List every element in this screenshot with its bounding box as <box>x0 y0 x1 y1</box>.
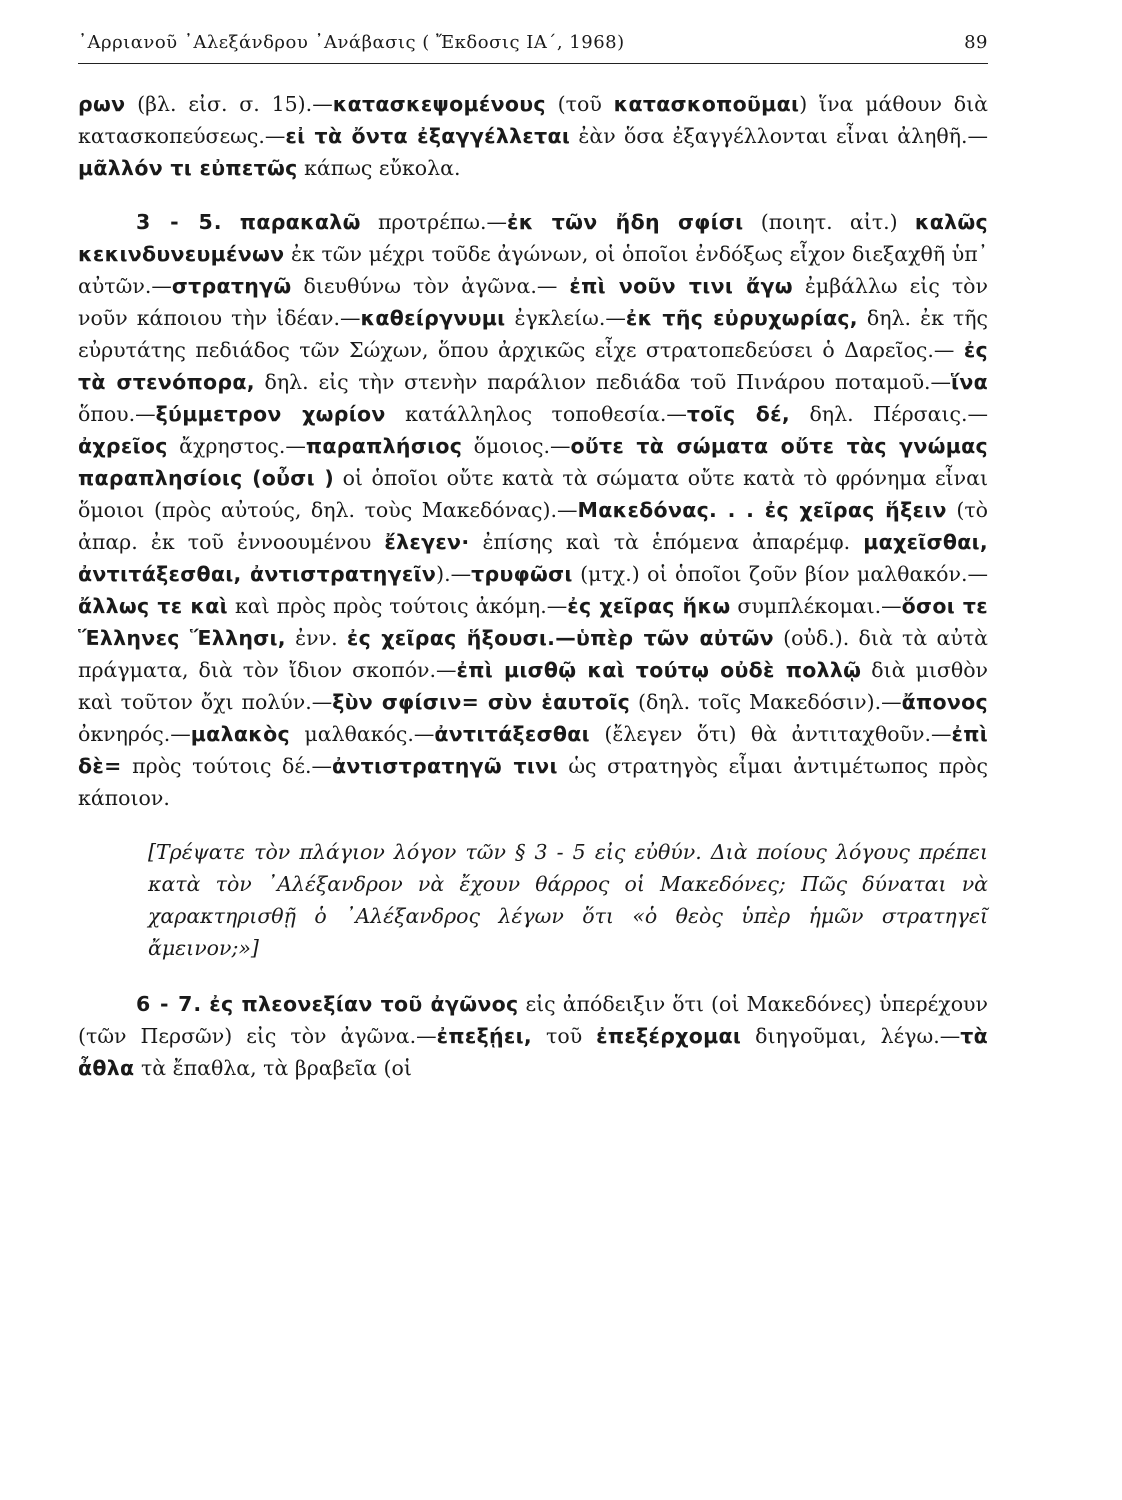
gloss-text: κάπως εὔκολα. <box>297 156 461 180</box>
lemma-term: ξύμμετρον χωρίον <box>155 402 386 426</box>
gloss-text: μαλθακός.— <box>289 722 435 746</box>
gloss-text: (τὸ ἀπαρ. ἐκ τοῦ ἐννοουμένου <box>78 498 989 554</box>
gloss-text: (μτχ.) οἱ ὁποῖοι ζοῦν βίον μαλθακόν.— <box>572 562 988 586</box>
header-title: ᾿Αρριανοῦ ᾿Αλεξάνδρου ᾿Ανάβασις ( Ἔκδοσις ΙΑ΄, 1968) <box>78 32 625 53</box>
gloss-text: συμπλέκομαι.— <box>730 594 902 618</box>
lemma-term: ἄπονος <box>901 690 989 714</box>
lemma-term: κατασκοποῦμαι <box>613 92 800 116</box>
lemma-term: ἐπὶ δὲ= <box>78 722 988 778</box>
lemma-term: τρυφῶσι <box>471 562 573 586</box>
gloss-text: ὡς στρατηγὸς εἶμαι ἀντιμέτωπος πρὸς κάποιον. <box>78 754 988 810</box>
gloss-text: διὰ μισθὸν καὶ τοῦτον ὄχι πολύν.— <box>78 658 988 714</box>
lemma-term: ἀντιστρατηγῶ τινι <box>332 754 558 778</box>
gloss-text: ὅμοιος.— <box>462 434 571 458</box>
lemma-term: ἐς χεῖρας ἥκω <box>567 594 731 618</box>
gloss-text: οἱ ὁποῖοι οὔτε κατὰ τὰ σώματα οὔτε κατὰ τὸ φρόνημα εἶναι ὅμοιοι (πρὸς αὐτούς, δηλ. τοὺς Μακεδόνας).— <box>78 466 988 522</box>
gloss-text: ) ἵνα μάθουν διὰ κατασκοπεύσεως.— <box>78 92 988 148</box>
paragraph-1 <box>78 88 988 184</box>
lemma-term: ἐκ τῶν ἤδη σφίσι <box>507 210 744 234</box>
lemma-term: Μακεδόνας. . . ἐς χεῖρας ἥξειν <box>577 498 947 522</box>
lemma-term: στρατηγῶ <box>171 274 292 298</box>
lemma-term: ἐς χεῖρας ἥξουσι.—ὑπὲρ τῶν αὐτῶν <box>346 626 774 650</box>
gloss-text: δηλ. εἰς τὴν στενὴν παράλιον πεδιάδα τοῦ Πινάρου ποταμοῦ.— <box>254 370 952 394</box>
gloss-text: (ποιητ. αἰτ.) <box>743 210 915 234</box>
gloss-text: [Τρέψατε τὸν πλάγιον λόγον τῶν § 3 - 5 εἰς εὐθύν. Διὰ ποίους λόγους πρέπει κατὰ τὸν ᾿Αλέξανδρον νὰ ἔχουν θάρρος οἱ Μακεδόνες; Πῶς δύναται νὰ χαρακτηρισθῇ ὁ ᾿Αλέξανδρος λέγων ὅτι «ὁ θεὸς ὑπὲρ ἡμῶν στρατηγεῖ ἄμεινον;»] <box>148 840 988 960</box>
lemma-term: ἐπεξέρχομαι <box>596 1024 742 1048</box>
gloss-text: δηλ. ἐκ τῆς εὐρυτάτης πεδιάδος τῶν Σώχων, ὅπου ἀρχικῶς εἶχε στρατοπεδεύσει ὁ Δαρεῖος.— <box>78 306 989 362</box>
gloss-text: προτρέπω.— <box>360 210 508 234</box>
document-page <box>78 32 988 1084</box>
gloss-text: ἐπίσης καὶ τὰ ἑπόμενα ἀπαρέμφ. <box>469 530 864 554</box>
lemma-term: ἐκ τῆς εὐρυχωρίας, <box>625 306 858 330</box>
lemma-term: ἄλλως τε καὶ <box>78 594 228 618</box>
lemma-term: ἐπεξῄει, <box>436 1024 533 1048</box>
lemma-term: ἀχρεῖος <box>78 434 168 458</box>
page-number: 89 <box>964 32 988 53</box>
lemma-term: ὅσοι τε Ἕλληνες Ἕλλησι, <box>78 594 988 650</box>
gloss-text: (τοῦ <box>545 92 614 116</box>
lemma-term: ἔλεγεν· <box>384 530 470 554</box>
gloss-text: ὅπου.— <box>78 402 156 426</box>
gloss-text: ἄχρηστος.— <box>167 434 306 458</box>
section-number: 3 - 5. <box>136 210 223 234</box>
gloss-text: κατάλληλος τοποθεσία.— <box>385 402 687 426</box>
gloss-text: ἐκ τῶν μέχρι τοῦδε ἀγώνων, οἱ ὁποῖοι ἐνδόξως εἶχον διεξαχθῆ ὑπ᾿ αὐτῶν.— <box>78 242 988 298</box>
lemma-term: παραπλήσιος <box>305 434 463 458</box>
lemma-term: ἐπὶ νοῦν τινι ἄγω <box>569 274 793 298</box>
gloss-text: τὰ ἔπαθλα, τὰ βραβεῖα (οἱ <box>134 1056 412 1080</box>
gloss-text: δηλ. Πέρσαις.— <box>789 402 988 426</box>
gloss-text: πρὸς τούτοις δέ.— <box>121 754 333 778</box>
paragraph-2 <box>78 206 988 814</box>
lemma-term: ρων <box>78 92 126 116</box>
gloss-text: ὀκνηρός.— <box>78 722 191 746</box>
lemma-term: ξὺν σφίσιν= σὺν ἑαυτοῖς <box>332 690 631 714</box>
gloss-text: καὶ πρὸς πρὸς τούτοις ἀκόμη.— <box>227 594 568 618</box>
lemma-term: κατασκεψομένους <box>332 92 546 116</box>
lemma-term: μᾶλλόν τι εὐπετῶς <box>78 156 298 180</box>
gloss-text: ἐμβάλλω εἰς τὸν νοῦν κάποιου τὴν ἰδέαν.— <box>78 274 988 330</box>
lemma-term: τοῖς δέ, <box>686 402 790 426</box>
lemma-term: οὔτε τὰ σώματα οὔτε τὰς γνώμας παραπλησίοις (οὖσι ) <box>78 434 988 490</box>
lemma-term: ἐς τὰ στενόπορα, <box>78 338 988 394</box>
gloss-text: (οὐδ.). διὰ τὰ αὐτὰ πράγματα, διὰ τὸν ἴδιον σκοπόν.— <box>78 626 989 682</box>
gloss-text: διηγοῦμαι, λέγω.— <box>741 1024 961 1048</box>
lemma-term: ἀντιτάξεσθαι <box>434 722 590 746</box>
lemma-term: μαλακὸς <box>190 722 290 746</box>
gloss-text: ἐνν. <box>285 626 347 650</box>
paragraph-3-questions <box>78 836 988 964</box>
section-number: 6 - 7. <box>136 992 203 1016</box>
lemma-term: καλῶς κεκινδυνευμένων <box>78 210 988 266</box>
lemma-term: εἰ τὰ ὄντα ἐξαγγέλλεται <box>285 124 571 148</box>
gloss-text: (ἔλεγεν ὅτι) θὰ ἀντιταχθοῦν.— <box>589 722 952 746</box>
running-header <box>78 32 988 64</box>
lemma-term: παρακαλῶ <box>239 210 361 234</box>
gloss-text: ἐὰν ὅσα ἐξαγγέλλονται εἶναι ἀληθῆ.— <box>570 124 989 148</box>
lemma-term: ἵνα <box>951 370 988 394</box>
gloss-text: ).— <box>436 562 472 586</box>
gloss-text: ἐγκλείω.— <box>505 306 626 330</box>
gloss-text: (βλ. εἰσ. σ. 15).— <box>125 92 333 116</box>
gloss-text: τοῦ <box>532 1024 597 1048</box>
paragraph-4 <box>78 988 988 1084</box>
lemma-term: τὰ ἆθλα <box>78 1024 988 1080</box>
lemma-term: ἐπὶ μισθῷ καὶ τούτῳ οὐδὲ πολλῷ <box>456 658 862 682</box>
lemma-term: καθείργνυμι <box>360 306 506 330</box>
gloss-text: εἰς ἀπόδειξιν ὅτι (οἱ Μακεδόνες) ὑπερέχουν (τῶν Περσῶν) εἰς τὸν ἀγῶνα.— <box>78 992 988 1048</box>
gloss-text: διευθύνω τὸν ἀγῶνα.— <box>291 274 570 298</box>
lemma-term: ἐς πλεονεξίαν τοῦ ἀγῶνος <box>209 992 519 1016</box>
lemma-term: μαχεῖσθαι, ἀντιτάξεσθαι, ἀντιστρατηγεῖν <box>78 530 988 586</box>
gloss-text: (δηλ. τοῖς Μακεδόσιν).— <box>630 690 902 714</box>
